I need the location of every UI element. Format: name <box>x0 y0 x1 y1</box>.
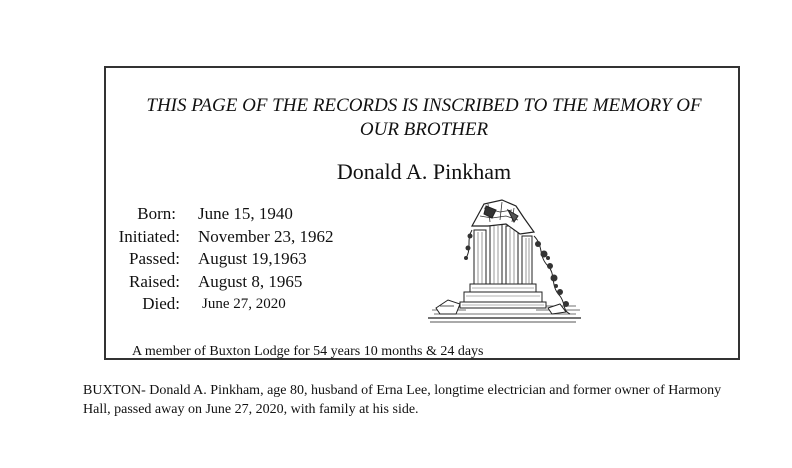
fact-label: Born: <box>137 204 176 223</box>
fact-value: August 19,1963 <box>198 249 307 268</box>
memorial-card <box>104 66 740 360</box>
dedication-heading <box>106 94 742 142</box>
dedication-line-2: OUR BROTHER <box>359 119 489 140</box>
fact-label: Died: <box>142 294 180 313</box>
fact-label: Initiated: <box>118 227 180 246</box>
broken-column-icon <box>426 196 586 326</box>
member-name: Donald A. Pinkham <box>336 159 512 184</box>
fact-value: June 27, 2020 <box>202 296 286 312</box>
obituary-text: BUXTON- Donald A. Pinkham, age 80, husband of Erna Lee, longtime electrician and former owner of Harmony Hall, passed away on June 27, 2020, with family at his side. <box>83 383 722 417</box>
fact-value: November 23, 1962 <box>198 227 334 246</box>
fact-value: June 15, 1940 <box>198 204 293 223</box>
fact-label: Raised: <box>129 272 180 291</box>
dedication-line-1: THIS PAGE OF THE RECORDS IS INSCRIBED TO THE MEMORY OF <box>146 95 702 116</box>
fact-label: Passed: <box>129 249 180 268</box>
membership-note: A member of Buxton Lodge for 54 years 10 months & 24 days <box>132 344 484 359</box>
fact-value: August 8, 1965 <box>198 272 303 291</box>
